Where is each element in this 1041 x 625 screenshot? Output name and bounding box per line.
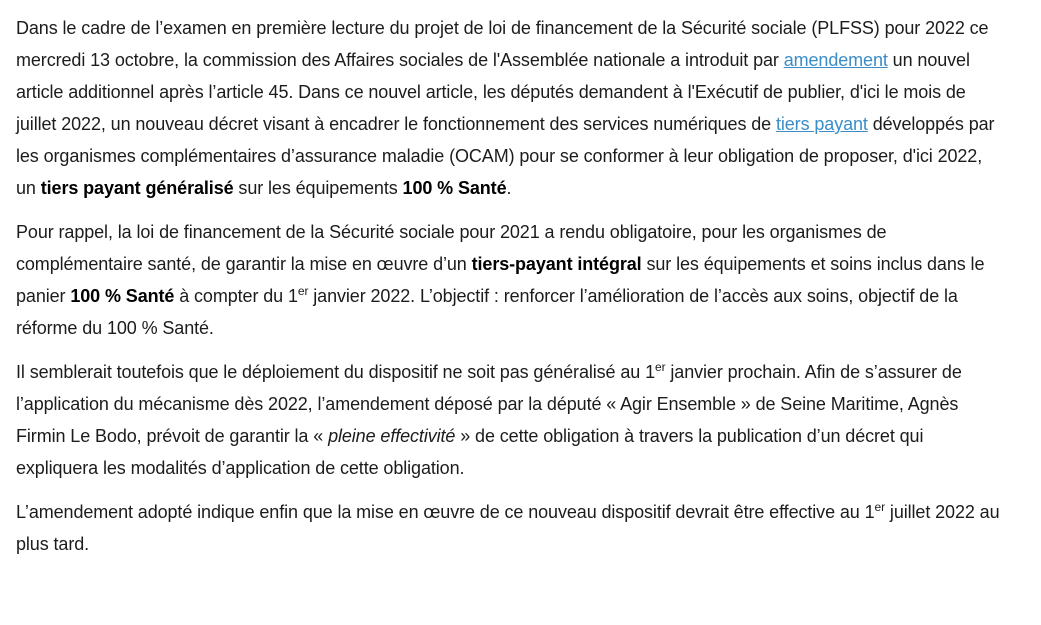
- bold-100-sante: 100 % Santé: [70, 286, 175, 306]
- text-segment: janvier 2022. L’objectif : renforcer l’amélioration de l’accès aux soins, objectif de la réforme du 100 % Santé.: [16, 286, 958, 338]
- amendement-link[interactable]: amendement: [783, 50, 888, 70]
- text-segment: un nouvel article additionnel après l’article 45. Dans ce nouvel article, les députés demandent à l'Exécutif de publier, d'ici le mois de juillet 2022, un nouveau décret visant à encadrer le fonctionnement des services numériques de: [16, 50, 970, 134]
- superscript-er: er: [655, 360, 666, 374]
- text-segment: Dans le cadre de l’examen en première lecture du projet de loi de financement de la Sécurité sociale (PLFSS) pour 2022 ce mercredi 13 octobre, la commission des Affaires sociales de l'Assemblée nationale a introduit par: [16, 18, 989, 70]
- text-segment: janvier prochain. Afin de s’assurer de l’application du mécanisme dès 2022, l’amendement déposé par la député « Agir Ensemble » de Seine Maritime, Agnès Firmin Le Bodo, prévoit de garantir la «: [16, 362, 962, 446]
- text-segment: à compter du 1: [174, 286, 298, 306]
- text-segment: L’amendement adopté indique enfin que la mise en œuvre de ce nouveau dispositif devrait être effective au 1: [16, 502, 875, 522]
- paragraph-conclusion: [16, 496, 1001, 560]
- text-segment: juillet 2022 au plus tard.: [16, 502, 1000, 554]
- text-segment: .: [506, 178, 512, 198]
- text-segment: développés par les organismes complémentaires d’assurance maladie (OCAM) pour se conformer à leur obligation de proposer, d'ici 2022, un: [16, 114, 995, 198]
- paragraph-deploiement: [16, 356, 1001, 484]
- superscript-er: er: [874, 500, 886, 514]
- paragraph-rappel: [16, 216, 1001, 344]
- tiers-payant-link[interactable]: tiers payant: [775, 114, 868, 134]
- text-segment: Pour rappel, la loi de financement de la Sécurité sociale pour 2021 a rendu obligatoire, pour les organismes de complémentaire santé, de garantir la mise en œuvre d’un: [16, 222, 887, 274]
- italic-pleine-effectivite: pleine effectivité: [328, 426, 456, 446]
- paragraph-plfss-amendement: [16, 12, 1001, 204]
- bold-100-sante: 100 % Santé: [402, 178, 507, 198]
- bold-tiers-payant-generalise: tiers payant généralisé: [40, 178, 234, 198]
- text-segment: sur les équipements: [233, 178, 403, 198]
- text-segment: Il semblerait toutefois que le déploiement du dispositif ne soit pas généralisé au 1: [16, 362, 655, 382]
- text-segment: sur les équipements et soins inclus dans le panier: [16, 254, 985, 306]
- bold-tiers-payant-integral: tiers-payant intégral: [471, 254, 642, 274]
- text-segment: » de cette obligation à travers la publication d’un décret qui expliquera les modalités d’application de cette obligation.: [16, 426, 924, 478]
- superscript-er: er: [297, 284, 309, 298]
